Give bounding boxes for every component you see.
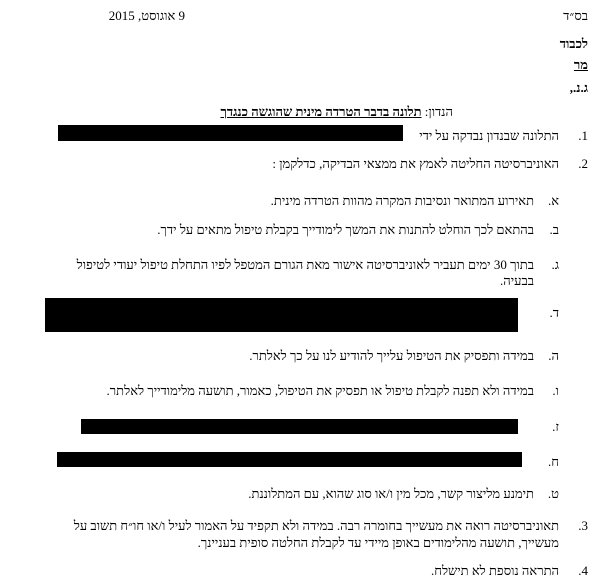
item-text-3-line1: תאוניברסיטה רואה את מעשייך בחומרה רבה. במידה ולא תקפיד על האמור לעיל ו/או חו״ח תשוב על <box>73 518 559 533</box>
subitem-letter-het: ח. <box>548 454 559 469</box>
subject-label: הנדון: <box>424 104 453 119</box>
item-text-1: התלונה שבנדון נבדקה על ידי <box>419 128 559 143</box>
subitem-letter-tet: ט. <box>547 486 559 501</box>
subitem-letter-g: ג. <box>551 257 559 272</box>
letter-date: 9 אוגוסט, 2015 <box>108 8 185 23</box>
subject-line <box>220 104 453 119</box>
item-number-2: 2. <box>578 156 588 171</box>
subject-title: תלונה בדבר הטרדה מינית שהוגשה כנגדך <box>220 104 422 119</box>
subitem-text-v: במידה ולא תפנה לקבלת טיפול או תפסיק את הטיפול, כאמור, תושעה מלימודייך לאלתר. <box>106 383 534 398</box>
redaction-bar <box>45 298 518 332</box>
subitem-letter-z: ז. <box>552 419 559 434</box>
salutation: ג.נ., <box>569 80 588 95</box>
item-number-1: 1. <box>578 128 588 143</box>
subitem-text-b: בהתאם לכך הוחלט להתנות את המשך לימודייך בקבלת טיפול מתאים על ידך. <box>157 222 534 237</box>
subitem-text-tet: תימנע מליצור קשר, מכל מין ו/או סוג שהוא, עם המתלוננת. <box>248 486 534 501</box>
item-number-3: 3. <box>578 518 588 533</box>
item-text-4: התראה נוספת לא תישלח. <box>431 563 559 578</box>
recipient-title: מר <box>573 57 588 72</box>
subitem-letter-a: א. <box>547 193 559 208</box>
to-honor: לכבוד <box>559 36 588 51</box>
subitem-letter-v: ו. <box>552 383 559 398</box>
item-text-3-line2: מעשייך, תושעה מהלימודים באופן מיידי עד לקבלת החלטה סופית בעניינך. <box>197 535 559 550</box>
subitem-letter-h: ה. <box>548 348 559 363</box>
item-text-2: האוניברסיטה החליטה לאמץ את ממצאי הבדיקה, כדלקמן : <box>272 156 559 171</box>
subitem-text-g-line1: בתוך 30 ימים תעביר לאוניברסיטה אישור מאת הגורם המטפל לפיו התחלת טיפול יעודי לטיפול <box>76 257 534 272</box>
subitem-text-g-line2: בבעיה. <box>499 273 534 288</box>
bsd-header: בס״ד <box>563 8 588 23</box>
subitem-letter-d: ד. <box>549 305 559 320</box>
subitem-letter-b: ב. <box>549 222 559 237</box>
redaction-bar <box>81 419 518 434</box>
subitem-text-a: תאירוע המתואר ונסיבות המקרה מהוות הטרדה מינית. <box>270 193 534 208</box>
subitem-text-h: במידה ותפסיק את הטיפול עלייך להודיע לנו על כך לאלתר. <box>249 348 534 363</box>
redaction-bar <box>58 125 403 141</box>
item-number-4: 4. <box>578 563 588 578</box>
redaction-bar <box>57 452 522 467</box>
